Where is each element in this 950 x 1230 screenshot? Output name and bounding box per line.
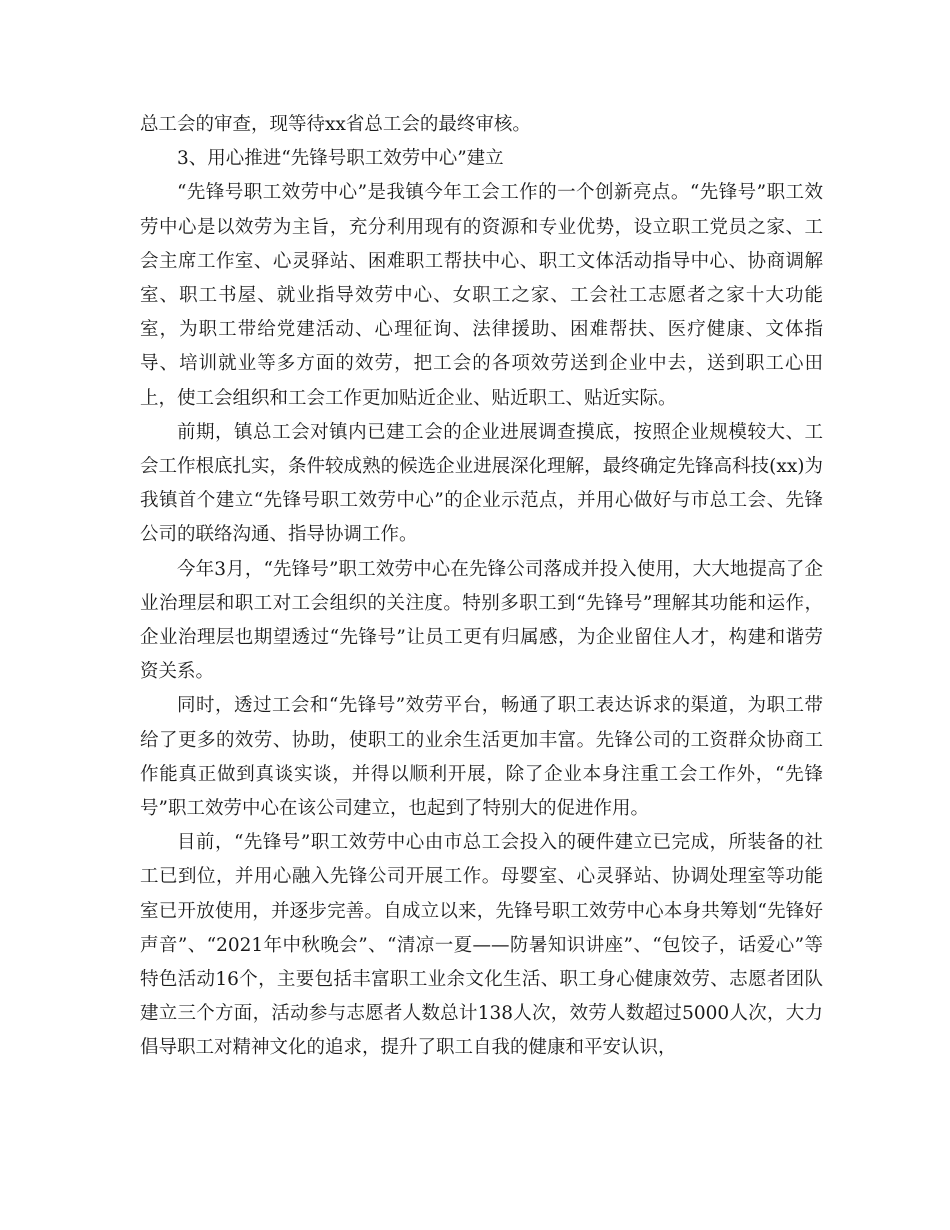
section-heading: 3、用心推进“先锋号职工效劳中心”建立 [177, 148, 504, 170]
body-text [140, 108, 823, 1066]
paragraph-continuation: 总工会的审查，现等待xx省总工会的最终审核。 [140, 114, 531, 135]
paragraph: 今年3月，“先锋号”职工效劳中心在先锋公司落成并投入使用，大大地提高了企业治理层和职工对工会组织的关注度。特别多职工到“先锋号”理解其功能和运作，企业治理层也期望透过“先锋号”让员工更有归属感，为企业留住人才，构建和谐劳资关系。 [140, 558, 823, 683]
paragraph: “先锋号职工效劳中心”是我镇今年工会工作的一个创新亮点。“先锋号”职工效劳中心是以效劳为主旨，充分利用现有的资源和专业优势，设立职工党员之家、工会主席工作室、心灵驿站、困难职工帮扶中心、职工文体活动指导中心、协商调解室、职工书屋、就业指导效劳中心、女职工之家、工会社工志愿者之家十大功能室，为职工带给党建活动、心理征询、法律援助、困难帮扶、医疗健康、文体指导、培训就业等多方面的效劳，把工会的各项效劳送到企业中去，送到职工心田上，使工会组织和工会工作更加贴近企业、贴近职工、贴近实际。 [140, 182, 823, 409]
paragraph: 前期，镇总工会对镇内已建工会的企业进展调查摸底，按照企业规模较大、工会工作根底扎实，条件较成熟的候选企业进展深化理解，最终确定先锋高科技(xx)为我镇首个建立“先锋号职工效劳中心”的企业示范点，并用心做好与市总工会、先锋公司的联络沟通、指导协调工作。 [140, 421, 823, 546]
paragraph: 同时，透过工会和“先锋号”效劳平台，畅通了职工表达诉求的渠道，为职工带给了更多的效劳、协助，使职工的业余生活更加丰富。先锋公司的工资群众协商工作能真正做到真谈实谈，并得以顺利开展，除了企业本身注重工会工作外，“先锋号”职工效劳中心在该公司建立，也起到了特别大的促进作用。 [140, 695, 823, 820]
paragraph: 目前，“先锋号”职工效劳中心由市总工会投入的硬件建立已完成，所装备的社工已到位，并用心融入先锋公司开展工作。母婴室、心灵驿站、协调处理室等功能室已开放使用，并逐步完善。自成立以来，先锋号职工效劳中心本身共筹划“先锋好声音”、“2021年中秋晚会”、“清凉一夏——防暑知识讲座”、“包饺子，话爱心”等特色活动16个，主要包括丰富职工业余文化生活、职工身心健康效劳、志愿者团队建立三个方面，活动参与志愿者人数总计138人次，效劳人数超过5000人次，大力倡导职工对精神文化的追求，提升了职工自我的健康和平安认识， [140, 832, 823, 1059]
